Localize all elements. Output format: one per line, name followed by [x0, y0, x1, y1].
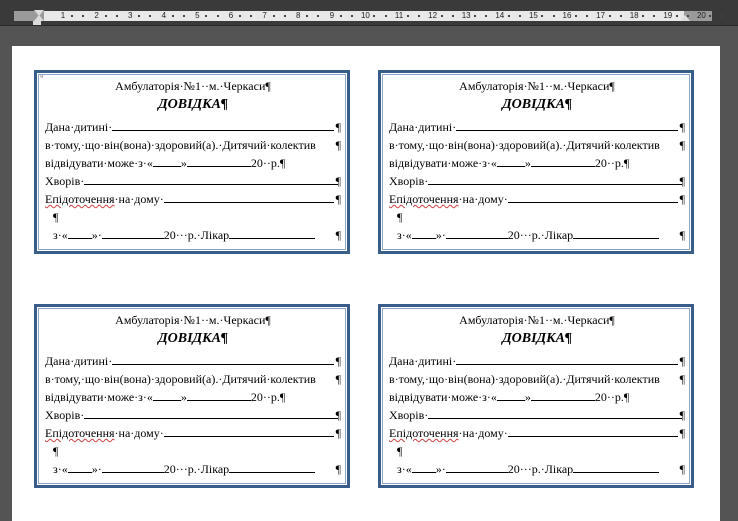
card-header: Амбулаторія·№1··м.·Черкаси¶	[459, 79, 615, 93]
attend-line: відвідувати·може·з·« » 20··р.¶	[389, 390, 630, 404]
attend-line: відвідувати·може·з·« » 20··р.¶	[45, 390, 286, 404]
ruler-tick	[317, 15, 319, 17]
ruler-tick	[183, 15, 185, 17]
ruler-tick	[105, 15, 107, 17]
ruler-tick	[351, 15, 353, 17]
ruler-number: 19	[663, 11, 673, 20]
from-line: з·« »· 20···р.·Лікар ¶	[53, 462, 341, 476]
sick-line: Хворів· ¶	[45, 174, 341, 188]
ruler-tick	[71, 15, 73, 17]
ruler-tick	[441, 15, 443, 17]
ruler-number: 7	[262, 11, 267, 20]
healthy-line: в·тому,·що·він(вона)·здоровий(а).·Дитячий·колектив ¶	[389, 138, 685, 152]
card-title: ДОВІДКА¶	[502, 331, 572, 346]
ruler-tick	[609, 15, 611, 17]
ruler-tick	[575, 15, 577, 17]
ruler-number: 13	[461, 11, 471, 20]
ruler-tick	[407, 15, 409, 17]
ruler-number: 8	[295, 11, 301, 20]
empty-paragraph: ¶	[53, 210, 59, 224]
ruler-number: 4	[161, 11, 167, 20]
ruler-number: 9	[329, 11, 335, 20]
sick-line: Хворів· ¶	[389, 174, 685, 188]
ruler-tick	[172, 15, 174, 17]
left-indent-marker[interactable]	[33, 21, 41, 25]
ruler-tick	[239, 15, 241, 17]
contact-line: Епідоточення·на·дому· ¶	[389, 426, 685, 440]
certificate-card[interactable]	[34, 304, 350, 488]
ruler-number: 18	[629, 11, 639, 20]
anchor-mark: "	[40, 74, 44, 84]
ruler-number: 12	[428, 11, 438, 20]
empty-paragraph: ¶	[397, 444, 403, 458]
empty-paragraph: ¶	[53, 444, 59, 458]
ruler-number: 16	[562, 11, 572, 20]
child-line: Дана·дитині· ¶	[389, 354, 685, 368]
healthy-line: в·тому,·що·він(вона)·здоровий(а).·Дитячий·колектив ¶	[389, 372, 685, 386]
certificate-card[interactable]	[34, 70, 350, 254]
ruler-tick	[642, 15, 644, 17]
attend-line: відвідувати·може·з·« » 20··р.¶	[45, 156, 286, 170]
ruler-tick	[541, 15, 543, 17]
from-line: з·« »· 20···р.·Лікар ¶	[397, 462, 685, 476]
empty-paragraph: ¶	[397, 210, 403, 224]
ruler-tick	[709, 15, 711, 17]
ruler-tick	[620, 15, 622, 17]
ruler-tick	[508, 15, 510, 17]
ruler-tick	[721, 15, 723, 17]
contact-line: Епідоточення·на·дому· ¶	[45, 192, 341, 206]
ruler-tick	[250, 15, 252, 17]
from-line: з·« »· 20···р.·Лікар ¶	[397, 228, 685, 242]
ruler-number: 6	[228, 11, 234, 20]
ruler-number: 15	[528, 11, 538, 20]
ruler-number: 11	[394, 11, 404, 20]
ruler-tick	[306, 15, 308, 17]
child-line: Дана·дитині· ¶	[389, 120, 685, 134]
certificate-card[interactable]	[378, 304, 694, 488]
ruler-tick	[205, 15, 207, 17]
ruler-tick	[474, 15, 476, 17]
ruler-tick	[452, 15, 454, 17]
child-line: Дана·дитині· ¶	[45, 354, 341, 368]
card-header: Амбулаторія·№1··м.·Черкаси¶	[459, 313, 615, 327]
sick-line: Хворів· ¶	[389, 408, 685, 422]
ruler-tick	[653, 15, 655, 17]
child-line: Дана·дитині· ¶	[45, 120, 341, 134]
ruler-number: 14	[495, 11, 505, 20]
from-line: з·« »· 20···р.·Лікар ¶	[53, 228, 341, 242]
ruler-tick	[553, 15, 555, 17]
certificate-card[interactable]	[378, 70, 694, 254]
ruler-tick	[340, 15, 342, 17]
ruler-number: 20	[696, 11, 706, 20]
ruler-tick	[284, 15, 286, 17]
ruler-number: 10	[360, 11, 370, 20]
card-header: Амбулаторія·№1··м.·Черкаси¶	[115, 79, 271, 93]
ruler-tick	[373, 15, 375, 17]
attend-line: відвідувати·може·з·« » 20··р.¶	[389, 156, 630, 170]
ruler-number: 2	[94, 11, 99, 20]
ruler-tick	[418, 15, 420, 17]
ruler-number: 17	[596, 11, 606, 20]
healthy-line: в·тому,·що·він(вона)·здоровий(а).·Дитячий·колектив ¶	[45, 372, 341, 386]
ruler-number: 1	[60, 11, 66, 20]
ruler-tick	[485, 15, 487, 17]
ruler-number: 3	[127, 11, 133, 20]
contact-line: Епідоточення·на·дому· ¶	[45, 426, 341, 440]
ruler-tick	[519, 15, 521, 17]
card-title: ДОВІДКА¶	[158, 97, 228, 112]
healthy-line: в·тому,·що·він(вона)·здоровий(а).·Дитячий·колектив ¶	[45, 138, 341, 152]
ruler-tick	[676, 15, 678, 17]
ruler-tick	[149, 15, 151, 17]
ruler-tick	[138, 15, 140, 17]
card-header: Амбулаторія·№1··м.·Черкаси¶	[115, 313, 271, 327]
ruler-tick	[273, 15, 275, 17]
ruler-tick	[217, 15, 219, 17]
card-title: ДОВІДКА¶	[158, 331, 228, 346]
ruler-tick	[116, 15, 118, 17]
right-indent-marker[interactable]	[680, 15, 690, 21]
ruler-tick	[82, 15, 84, 17]
sick-line: Хворів· ¶	[45, 408, 341, 422]
horizontal-ruler[interactable]	[0, 0, 738, 26]
contact-line: Епідоточення·на·дому· ¶	[389, 192, 685, 206]
document-page[interactable]	[12, 46, 720, 521]
ruler-tick	[385, 15, 387, 17]
ruler-tick	[586, 15, 588, 17]
ruler-number: 5	[195, 11, 200, 20]
card-title: ДОВІДКА¶	[502, 97, 572, 112]
